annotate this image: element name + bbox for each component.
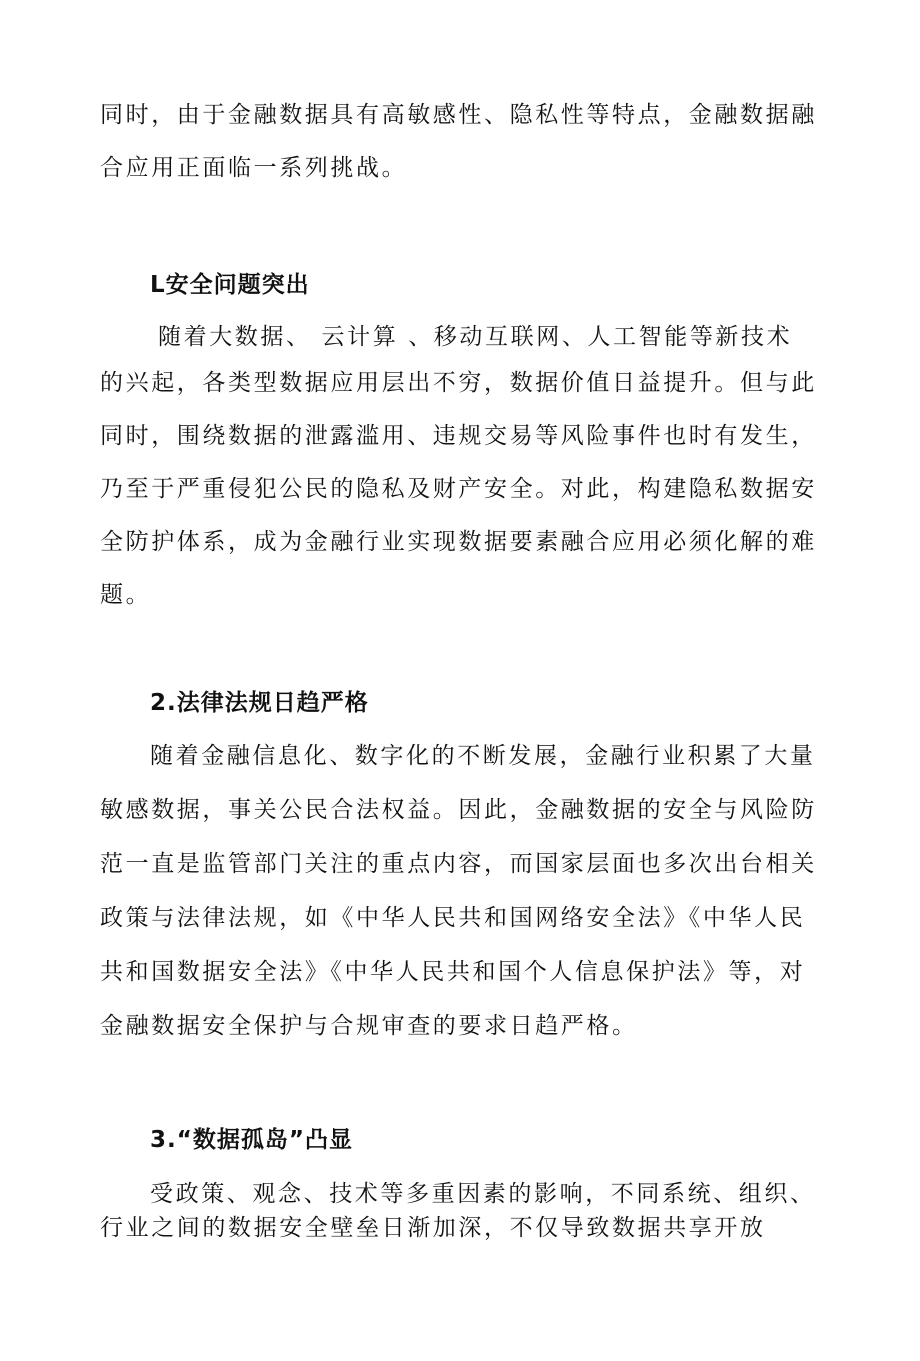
section-1-line-6: 题。 (100, 582, 152, 608)
section-1-line-5: 全防护体系，成为金融行业实现数据要素融合应用必须化解的难 (100, 529, 817, 555)
section-2-line-1: 随着金融信息化、数字化的不断发展，金融行业积累了大量 (150, 743, 816, 769)
section-1-line-3: 同时，围绕数据的泄露滥用、违规交易等风险事件也时有发生， (100, 423, 817, 449)
section-1-line-4: 乃至于严重侵犯公民的隐私及财产安全。对此，构建隐私数据安 (100, 476, 817, 502)
section-3-line-2: 行业之间的数据安全壁垒日渐加深，不仅导致数据共享开放 (100, 1215, 766, 1241)
section-1-line-2: 的兴起，各类型数据应用层出不穷，数据价值日益提升。但与此 (100, 370, 817, 396)
section-2-line-2: 敏感数据，事关公民合法权益。因此，金融数据的安全与风险防 (100, 797, 817, 823)
section-1-heading: L安全问题突出 (150, 272, 310, 298)
section-2-line-5: 共和国数据安全法》《中华人民共和国个人信息保护法》等，对 (100, 959, 806, 985)
intro-line-1: 同时，由于金融数据具有高敏感性、隐私性等特点，金融数据融 (100, 102, 817, 128)
section-2-line-3: 范一直是监管部门关注的重点内容，而国家层面也多次出台相关 (100, 851, 817, 877)
intro-line-2: 合应用正面临一系列挑战。 (100, 155, 408, 181)
section-2-line-6: 金融数据安全保护与合规审查的要求日趋严格。 (100, 1013, 638, 1039)
section-1-line-1: 随着大数据、 云计算 、移动互联网、人工智能等新技术 (158, 324, 793, 350)
section-3-heading: 3.“数据孤岛”凸显 (150, 1127, 353, 1153)
section-2-line-4: 政策与法律法规，如《中华人民共和国网络安全法》《中华人民 (100, 905, 806, 931)
section-2-heading: 2.法律法规日趋严格 (150, 690, 369, 716)
section-3-line-1: 受政策、观念、技术等多重因素的影响，不同系统、组织、 (150, 1181, 816, 1207)
